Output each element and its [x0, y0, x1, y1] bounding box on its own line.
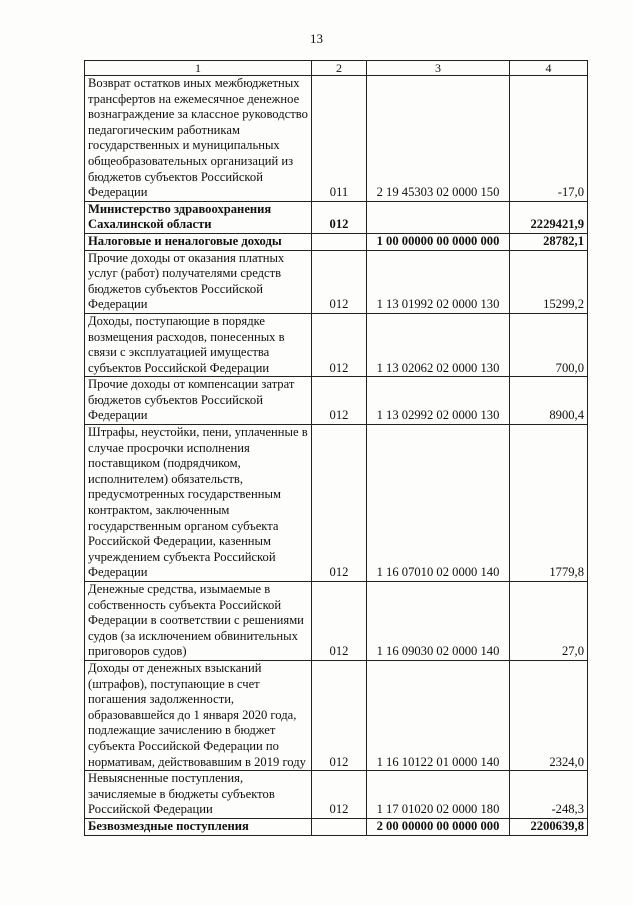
row-amount-cell: 700,0 — [510, 313, 588, 376]
row-name-cell: Налоговые и неналоговые доходы — [85, 233, 312, 250]
row-amount-cell: 28782,1 — [510, 233, 588, 250]
row-classification-code-cell: 1 13 02992 02 0000 130 — [367, 377, 510, 425]
row-amount-cell: 27,0 — [510, 582, 588, 661]
row-amount-cell: 2200639,8 — [510, 818, 588, 835]
row-name-cell: Денежные средства, изымаемые в собственность субъекта Российской Федерации в соответствии с решениями судов (за исключением обвинительных приговоров судов) — [85, 582, 312, 661]
table-row — [85, 377, 588, 425]
row-amount-cell: -248,3 — [510, 771, 588, 819]
row-admin-code-cell: 012 — [312, 201, 367, 233]
row-name-cell: Штрафы, неустойки, пени, уплаченные в случае просрочки исполнения поставщиком (подрядчиком, исполнителем) обязательств, предусмотренных государственным контрактом, заключенным государственным органом субъекта Российской Федерации, казенным учреждением субъекта Российской Федерации — [85, 425, 312, 582]
row-admin-code-cell — [312, 233, 367, 250]
table-row — [85, 250, 588, 313]
row-classification-code-cell: 2 00 00000 00 0000 000 — [367, 818, 510, 835]
row-classification-code-cell: 1 17 01020 02 0000 180 — [367, 771, 510, 819]
table-row — [85, 201, 588, 233]
row-admin-code-cell: 012 — [312, 660, 367, 770]
row-name-cell: Невыясненные поступления, зачисляемые в бюджеты субъектов Российской Федерации — [85, 771, 312, 819]
row-name-cell: Безвозмездные поступления — [85, 818, 312, 835]
row-name-cell: Доходы от денежных взысканий (штрафов), поступающие в счет погашения задолженности, образовавшейся до 1 января 2020 года, подлежащие зачислению в бюджет субъекта Российской Федерации по нормативам, действовавшим в 2019 году — [85, 660, 312, 770]
row-admin-code-cell: 012 — [312, 771, 367, 819]
table-row — [85, 818, 588, 835]
row-name-cell: Прочие доходы от компенсации затрат бюджетов субъектов Российской Федерации — [85, 377, 312, 425]
column-header-3: 3 — [367, 61, 510, 76]
row-amount-cell: -17,0 — [510, 76, 588, 202]
row-admin-code-cell: 012 — [312, 250, 367, 313]
row-classification-code-cell: 1 16 09030 02 0000 140 — [367, 582, 510, 661]
row-classification-code-cell: 1 16 07010 02 0000 140 — [367, 425, 510, 582]
table-row — [85, 582, 588, 661]
row-classification-code-cell: 1 16 10122 01 0000 140 — [367, 660, 510, 770]
revenue-table — [84, 60, 588, 836]
row-classification-code-cell: 1 00 00000 00 0000 000 — [367, 233, 510, 250]
column-header-2: 2 — [312, 61, 367, 76]
table-row — [85, 660, 588, 770]
table-row — [85, 233, 588, 250]
row-classification-code-cell — [367, 201, 510, 233]
row-amount-cell: 8900,4 — [510, 377, 588, 425]
column-header-4: 4 — [510, 61, 588, 76]
column-header-1: 1 — [85, 61, 312, 76]
table-row — [85, 425, 588, 582]
row-name-cell: Доходы, поступающие в порядке возмещения расходов, понесенных в связи с эксплуатацией имущества субъектов Российской Федерации — [85, 313, 312, 376]
row-admin-code-cell — [312, 818, 367, 835]
row-name-cell: Возврат остатков иных межбюджетных трансфертов на ежемесячное денежное вознаграждение за классное руководство педагогическим работникам государственных и муниципальных общеобразовательных организаций из бюджетов субъектов Российской Федерации — [85, 76, 312, 202]
row-name-cell: Министерство здравоохранения Сахалинской области — [85, 201, 312, 233]
row-admin-code-cell: 012 — [312, 377, 367, 425]
page-number: 13 — [310, 31, 323, 46]
row-classification-code-cell: 1 13 01992 02 0000 130 — [367, 250, 510, 313]
row-amount-cell: 1779,8 — [510, 425, 588, 582]
table-row — [85, 76, 588, 202]
row-amount-cell: 2229421,9 — [510, 201, 588, 233]
row-admin-code-cell: 012 — [312, 582, 367, 661]
row-name-cell: Прочие доходы от оказания платных услуг (работ) получателями средств бюджетов субъектов Российской Федерации — [85, 250, 312, 313]
table-header-row — [85, 61, 588, 76]
row-amount-cell: 2324,0 — [510, 660, 588, 770]
table-row — [85, 771, 588, 819]
row-admin-code-cell: 012 — [312, 313, 367, 376]
row-classification-code-cell: 2 19 45303 02 0000 150 — [367, 76, 510, 202]
row-classification-code-cell: 1 13 02062 02 0000 130 — [367, 313, 510, 376]
table-row — [85, 313, 588, 376]
row-admin-code-cell: 012 — [312, 425, 367, 582]
row-admin-code-cell: 011 — [312, 76, 367, 202]
row-amount-cell: 15299,2 — [510, 250, 588, 313]
